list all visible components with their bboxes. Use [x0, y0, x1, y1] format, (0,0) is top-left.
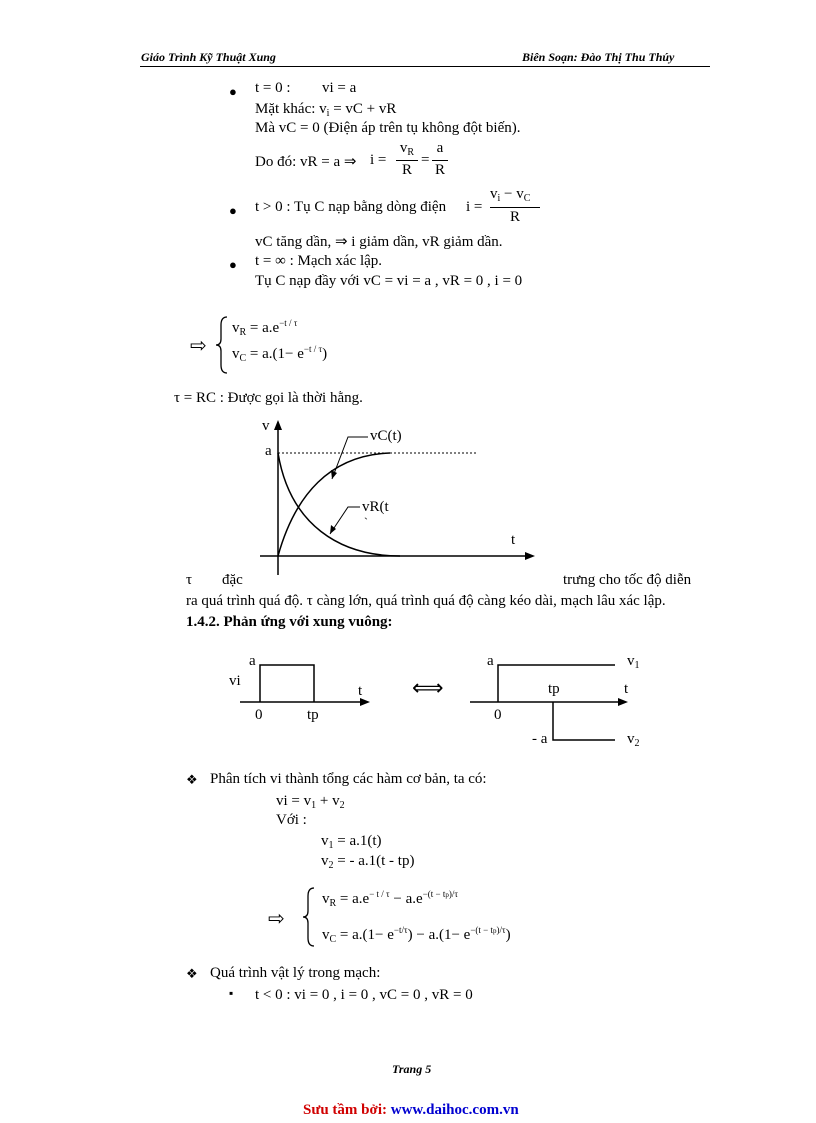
vc-leader-arrow-icon: [331, 470, 337, 479]
graph1-vr-label: vR(t: [362, 499, 389, 515]
frac2-num: a: [436, 140, 444, 156]
pulse-a-label: a: [249, 653, 256, 669]
step-v1-label: $v_1$: [627, 653, 640, 671]
step-a-label: a: [487, 653, 494, 669]
header-rule: [140, 66, 710, 67]
step-diagram: [470, 660, 640, 745]
step-t-label: t: [624, 681, 629, 697]
step-zero-label: 0: [494, 707, 502, 723]
bullet-dot-icon: ●: [229, 84, 237, 99]
left-brace-icon: [302, 886, 316, 948]
vc-tang-line: vC tăng dần, ⇒ i giảm dần, vR giảm dần.: [255, 234, 503, 250]
tpos-text: t > 0 : Tụ C nạp bằng dòng điện: [255, 199, 447, 215]
frac1-bar: [396, 160, 418, 161]
page-number: Trang 5: [392, 1062, 432, 1076]
t-axis-arrow-icon: [525, 552, 535, 560]
left-brace-icon: [215, 315, 229, 375]
pulse-vi-label: vi: [229, 673, 241, 689]
vc-leader: [332, 437, 368, 479]
step-v2-label: $v_2$: [627, 731, 640, 749]
tinf-text: t = ∞ : Mạch xác lập.: [255, 253, 383, 269]
frac1-den: R: [401, 162, 412, 178]
tau-line: τ = RC : Được gọi là thời hằng.: [174, 390, 363, 406]
t0-label: t = 0 :: [255, 80, 291, 96]
diamond-bullet-icon: ❖: [186, 772, 198, 787]
tpos-num: $v_i - v_C$: [490, 186, 531, 204]
footer-source: Sưu tầm bởi: www.daihoc.com.vn: [303, 1102, 519, 1118]
header-left: Giáo Trình Kỹ Thuật Xung: [141, 50, 276, 64]
source-link[interactable]: www.daihoc.com.vn: [390, 1102, 519, 1118]
t-neg-line: t < 0 : vi = 0 , i = 0 , vC = 0 , vR = 0: [255, 987, 473, 1003]
vi-sum-line: vi = $v_1 + v_2$: [276, 793, 345, 811]
v2-def: $v_2$ = - a.1(t - tp): [321, 853, 415, 871]
frac2-den: R: [434, 162, 445, 178]
system1-line1: $v_R = a.e^{-t / \tau}$: [232, 318, 298, 338]
dac-word: đặc: [222, 572, 243, 588]
mat-khac-line: Mặt khác: $v_i$ = vC + vR: [255, 101, 397, 119]
ma-line: Mà vC = 0 (Điện áp trên tụ không đột biến).: [255, 120, 521, 136]
graph1-a-label: a: [265, 443, 272, 459]
tu-c-nap-line: Tụ C nạp đầy với vC = vi = a , vR = 0 , i = 0: [255, 273, 523, 289]
qua-trinh-line: Quá trình vật lý trong mạch:: [210, 965, 381, 981]
i-eq: i =: [370, 152, 387, 168]
graph1-vc-label: vC(t): [370, 428, 402, 444]
v-axis-arrow-icon: [274, 420, 282, 430]
step-neg-a-label: - a: [532, 731, 548, 747]
equivalence-arrow-icon: ⟺: [412, 675, 444, 700]
graph1-t-label: t: [511, 532, 516, 548]
tpos-den: R: [509, 209, 520, 225]
graph1-vr-tick: `: [364, 515, 368, 529]
bullet-dot-icon: ●: [229, 257, 237, 272]
voi-label: Với :: [276, 812, 307, 828]
graph1-v-label: v: [262, 418, 270, 434]
system2-line2: $v_C = a.(1- e^{-t/\tau}) - a.(1- e^{-(t - tp)/\tau})$: [322, 925, 511, 945]
heading-142: 1.4.2. Phản ứng với xung vuông:: [186, 614, 393, 630]
pulse-zero-label: 0: [255, 707, 263, 723]
system1-line2: $v_C = a.(1- e^{-t / \tau})$: [232, 344, 328, 364]
implies-arrow-icon: ⇨: [268, 908, 285, 930]
tpos-i: i =: [466, 199, 483, 215]
equals: =: [421, 152, 430, 168]
step-tp-label: tp: [548, 681, 560, 697]
header-right: Biên Soạn: Đào Thị Thu Thúy: [522, 50, 675, 64]
frac2-bar: [432, 160, 448, 161]
frac1-num: $v_R$: [399, 140, 415, 158]
step-v2: [553, 702, 615, 740]
t0-value: vi = a: [322, 80, 357, 96]
trung-text: trưng cho tốc độ diễn: [563, 572, 692, 588]
tau-word: τ: [186, 572, 193, 588]
bullet-dot-icon: ●: [229, 203, 237, 218]
pulse-tp-label: tp: [307, 707, 319, 723]
para-line2: ra quá trình quá độ. τ càng lớn, quá trình quá độ càng kéo dài, mạch lâu xác lập.: [186, 593, 666, 609]
phan-tich-line: Phân tích vi thành tổng các hàm cơ bản, ta có:: [210, 771, 487, 787]
system2-line1: $v_R = a.e^{- t / \tau} - a.e^{-(t - tp)/\tau}$: [322, 889, 458, 909]
v1-def: $v_1 = a.1(t)$: [321, 833, 382, 851]
square-bullet-icon: ▪: [229, 986, 234, 1000]
step-t-axis-arrow-icon: [618, 698, 628, 706]
tpos-bar: [490, 207, 540, 208]
pulse-t-label: t: [358, 683, 363, 699]
implies-arrow-icon: ⇨: [190, 335, 207, 357]
do-do-prefix: Do đó: vR = a ⇒: [255, 154, 357, 170]
diamond-bullet-icon: ❖: [186, 966, 198, 981]
pulse-waveform: [260, 665, 314, 702]
